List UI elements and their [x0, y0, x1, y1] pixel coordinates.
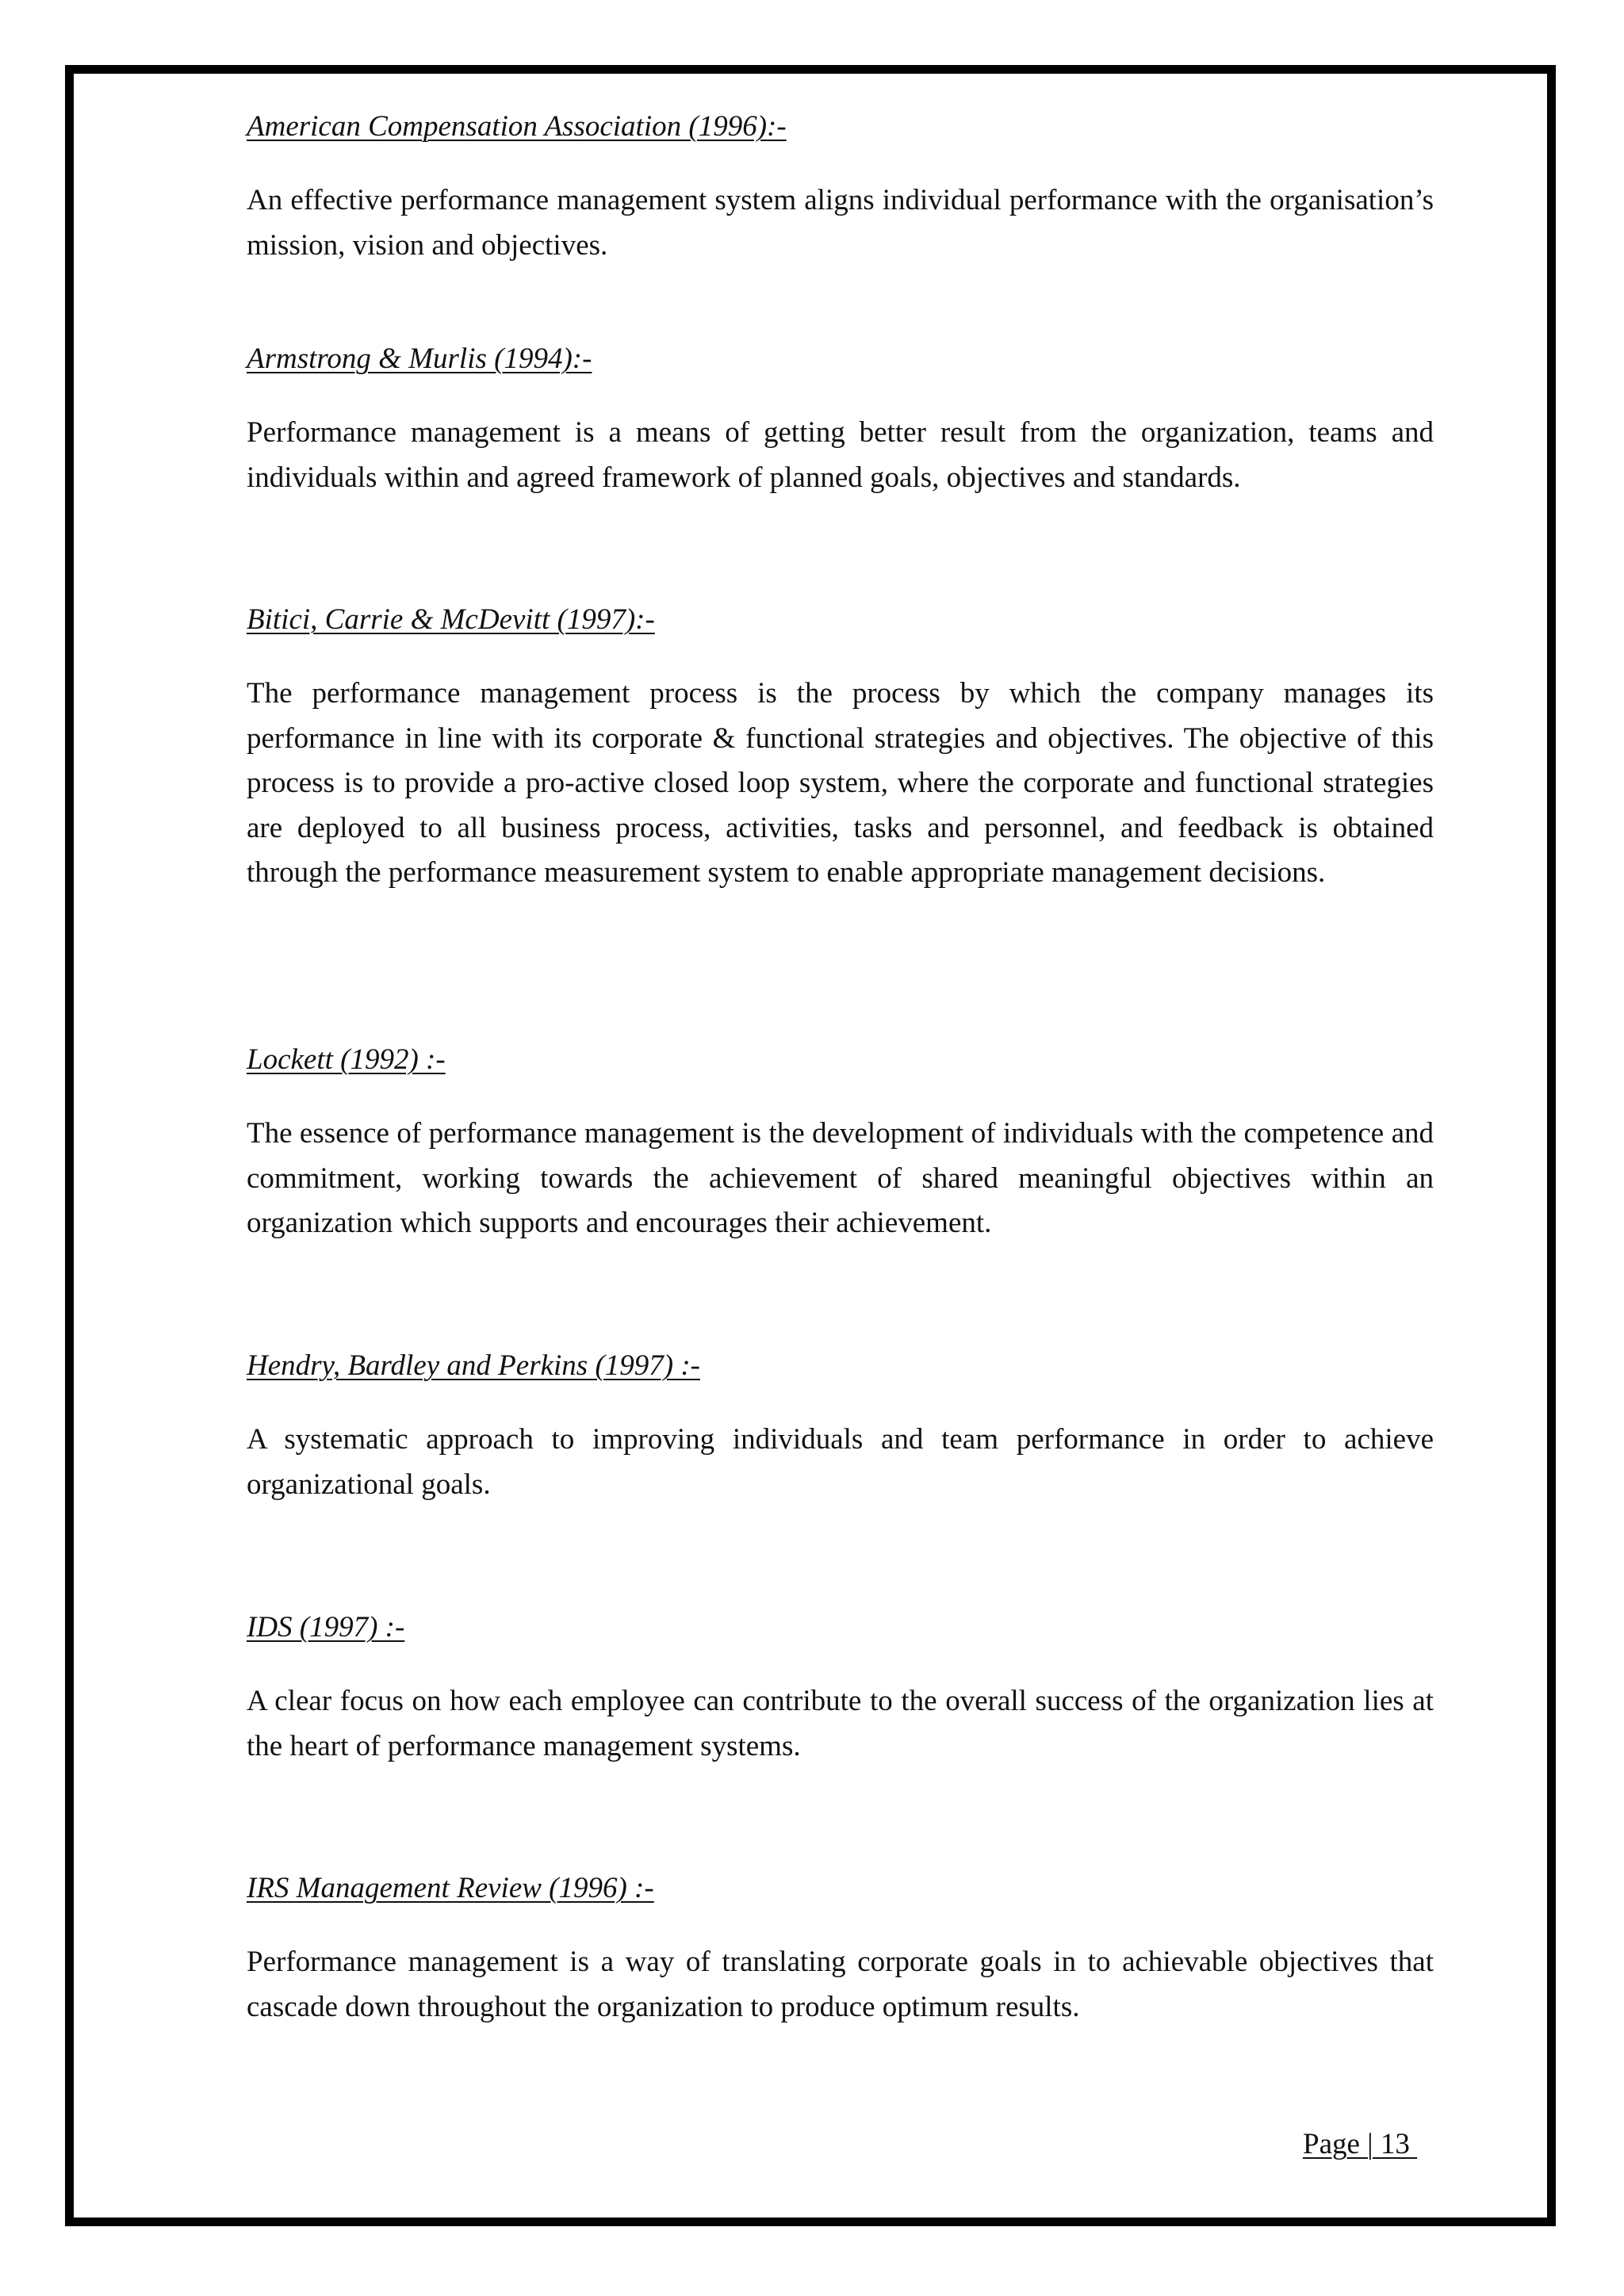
- definition-entry: [247, 108, 1434, 268]
- definition-entry: [247, 1347, 1434, 1507]
- definition-entry: [247, 1869, 1434, 2030]
- definition-heading: Bitici, Carrie & McDevitt (1997):-: [247, 603, 655, 636]
- definition-text: An effective performance management system aligns individual performance with the organisation’s mission, vision and objectives.: [247, 184, 1434, 262]
- definition-text: The essence of performance management is the development of individuals with the competence and commitment, working towards the achievement of shared meaningful objectives within an organization which supports and encourages their achievement.: [247, 1117, 1434, 1239]
- definition-heading: American Compensation Association (1996):-: [247, 110, 787, 143]
- definition-text: A systematic approach to improving individuals and team performance in order to achieve organizational goals.: [247, 1423, 1434, 1501]
- definition-text: Performance management is a way of translating corporate goals in to achievable objectives that cascade down throughout the organization to produce optimum results.: [247, 1946, 1434, 2023]
- definition-text: Performance management is a means of getting better result from the organization, teams and individuals within and agreed framework of planned goals, objectives and standards.: [247, 416, 1434, 494]
- definition-heading: Lockett (1992) :-: [247, 1043, 446, 1076]
- definition-text: The performance management process is the process by which the company manages its performance in line with its corporate & functional strategies and objectives. The objective of this process is to provide a pro-active closed loop system, where the corporate and functional strategies are deployed to all business process, activities, tasks and personnel, and feedback is obtained through the performance measurement system to enable appropriate management decisions.: [247, 677, 1434, 889]
- definition-heading: Armstrong & Murlis (1994):-: [247, 342, 592, 375]
- page-number: Page | 13: [1303, 2128, 1418, 2160]
- definition-heading: IRS Management Review (1996) :-: [247, 1872, 654, 1904]
- definition-text: A clear focus on how each employee can contribute to the overall success of the organization lies at the heart of performance management systems.: [247, 1685, 1434, 1762]
- definition-heading: Hendry, Bardley and Perkins (1997) :-: [247, 1349, 700, 1382]
- definition-entry: [247, 340, 1434, 500]
- definition-entry: [247, 1609, 1434, 1769]
- definition-entry: [247, 601, 1434, 896]
- definition-heading: IDS (1997) :-: [247, 1611, 405, 1644]
- definition-entry: [247, 1041, 1434, 1246]
